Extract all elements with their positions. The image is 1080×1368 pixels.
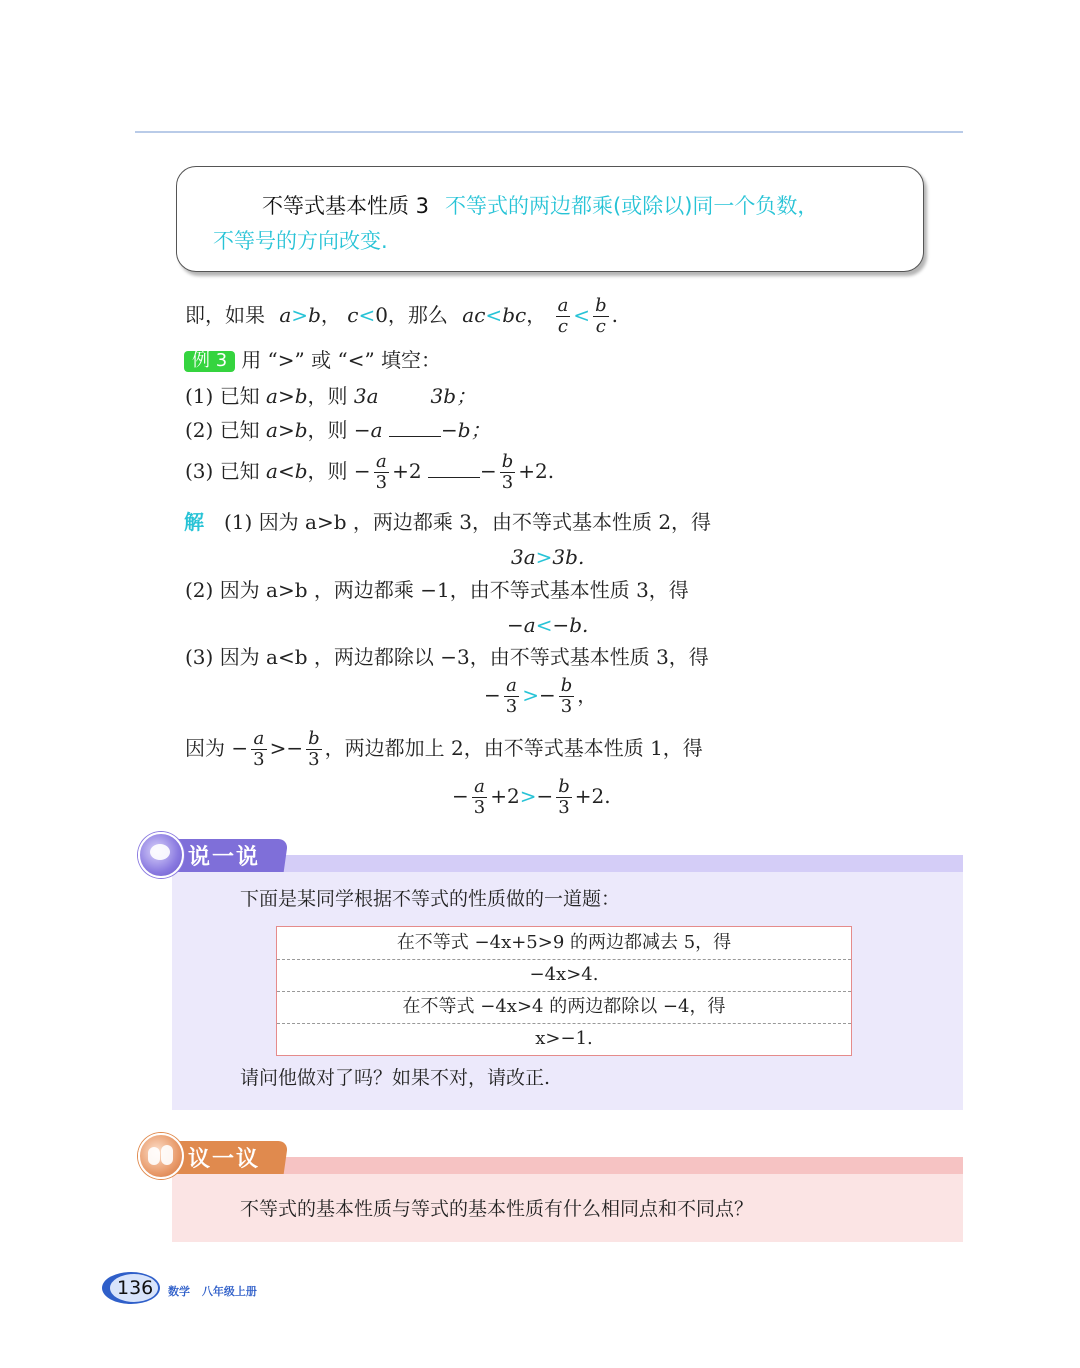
restate-lead: 即，如果 <box>185 303 265 327</box>
solution-2: (2) 因为 a>b ，两边都乘 −1，由不等式基本性质 3，得 <box>185 578 689 602</box>
work-row-1: 在不等式 −4x+5>9 的两边都减去 5，得 <box>277 927 851 960</box>
restate-zero: 0，那么 <box>375 303 448 327</box>
people-icon <box>138 1133 184 1179</box>
footer-book: 数学 八年级上册 <box>168 1285 257 1298</box>
speech-bubble-icon <box>138 832 184 878</box>
property-text-2: 不等号的方向改变. <box>213 229 388 253</box>
say-question: 请问他做对了吗？如果不对，请改正. <box>240 1067 551 1089</box>
say-band <box>172 855 963 873</box>
say-title: 说一说 <box>188 845 261 870</box>
restate-bc: bc <box>502 303 527 327</box>
solution-4-result: − $\frac{a}{3}$ +2>− $\frac{b}{3}$ +2. <box>452 776 611 818</box>
top-rule <box>135 131 963 133</box>
work-row-2: −4x>4. <box>277 959 851 992</box>
restate-c: c <box>347 303 359 327</box>
solution-1-result: 3a>3b. <box>511 545 585 569</box>
restate-ac: ac <box>462 303 486 327</box>
property-text-1: 不等式的两边都乘(或除以)同一个负数， <box>445 194 819 218</box>
restate-lt: < <box>358 303 376 327</box>
say-intro: 下面是某同学根据不等式的性质做的一道题： <box>240 888 621 910</box>
restate-frac-b-c: $\frac{b}{c}$ <box>595 295 607 337</box>
answer-blank-3 <box>428 461 480 478</box>
work-row-3: 在不等式 −4x>4 的两边都除以 −4，得 <box>277 991 851 1024</box>
property-label: 不等式基本性质 3 <box>262 194 430 218</box>
discuss-band <box>172 1157 963 1175</box>
discuss-question: 不等式的基本性质与等式的基本性质有什么相同点和不同点？ <box>240 1198 754 1220</box>
restate-gt: > <box>291 303 309 327</box>
solution-1-text: (1) 因为 a>b ，两边都乘 3，由不等式基本性质 2，得 <box>224 510 712 534</box>
restate-comma: ， <box>320 303 341 327</box>
work-row-4: x>−1. <box>535 1028 593 1049</box>
restate-b: b <box>308 303 321 327</box>
restate-lt-3: < <box>573 303 591 327</box>
example-header <box>184 350 441 372</box>
restate-lt-2: < <box>485 303 503 327</box>
example-q3: (3) 已知 a<b，则 − $\frac{a}{3}$ +2 − $\frac{b}{3}$ +2. <box>185 451 555 493</box>
restate-line <box>185 296 618 337</box>
student-work-box <box>276 926 852 1056</box>
example-badge: 例 3 <box>184 351 235 372</box>
solution-3-result: − $\frac{a}{3}$ >− $\frac{b}{3}$ ， <box>484 675 598 717</box>
discuss-title: 议一议 <box>188 1147 261 1172</box>
solution-1 <box>184 512 711 532</box>
example-q1: (1) 已知 a>b，则 3a 3b； <box>185 384 477 408</box>
restate-frac-a-c: $\frac{a}{c}$ <box>557 295 569 337</box>
solution-label: 解 <box>184 510 204 534</box>
restate-a: a <box>279 303 292 327</box>
page-number: 136 <box>117 1277 154 1299</box>
solution-4: 因为 − $\frac{a}{3}$ >− $\frac{b}{3}$ ，两边都加上 2，由不等式基本性质 1，得 <box>185 728 703 770</box>
example-prompt: 用 “>” 或 “<” 填空： <box>241 348 442 372</box>
solution-3: (3) 因为 a<b ，两边都除以 −3，由不等式基本性质 3，得 <box>185 645 709 669</box>
answer-blank-2 <box>389 420 441 437</box>
solution-2-result: −a<−b. <box>507 613 589 637</box>
example-q2: (2) 已知 a>b，则 −a −b； <box>185 418 491 442</box>
restate-comma-2: ， <box>526 303 547 327</box>
restate-period: . <box>611 303 618 327</box>
property-line-1 <box>262 190 818 220</box>
